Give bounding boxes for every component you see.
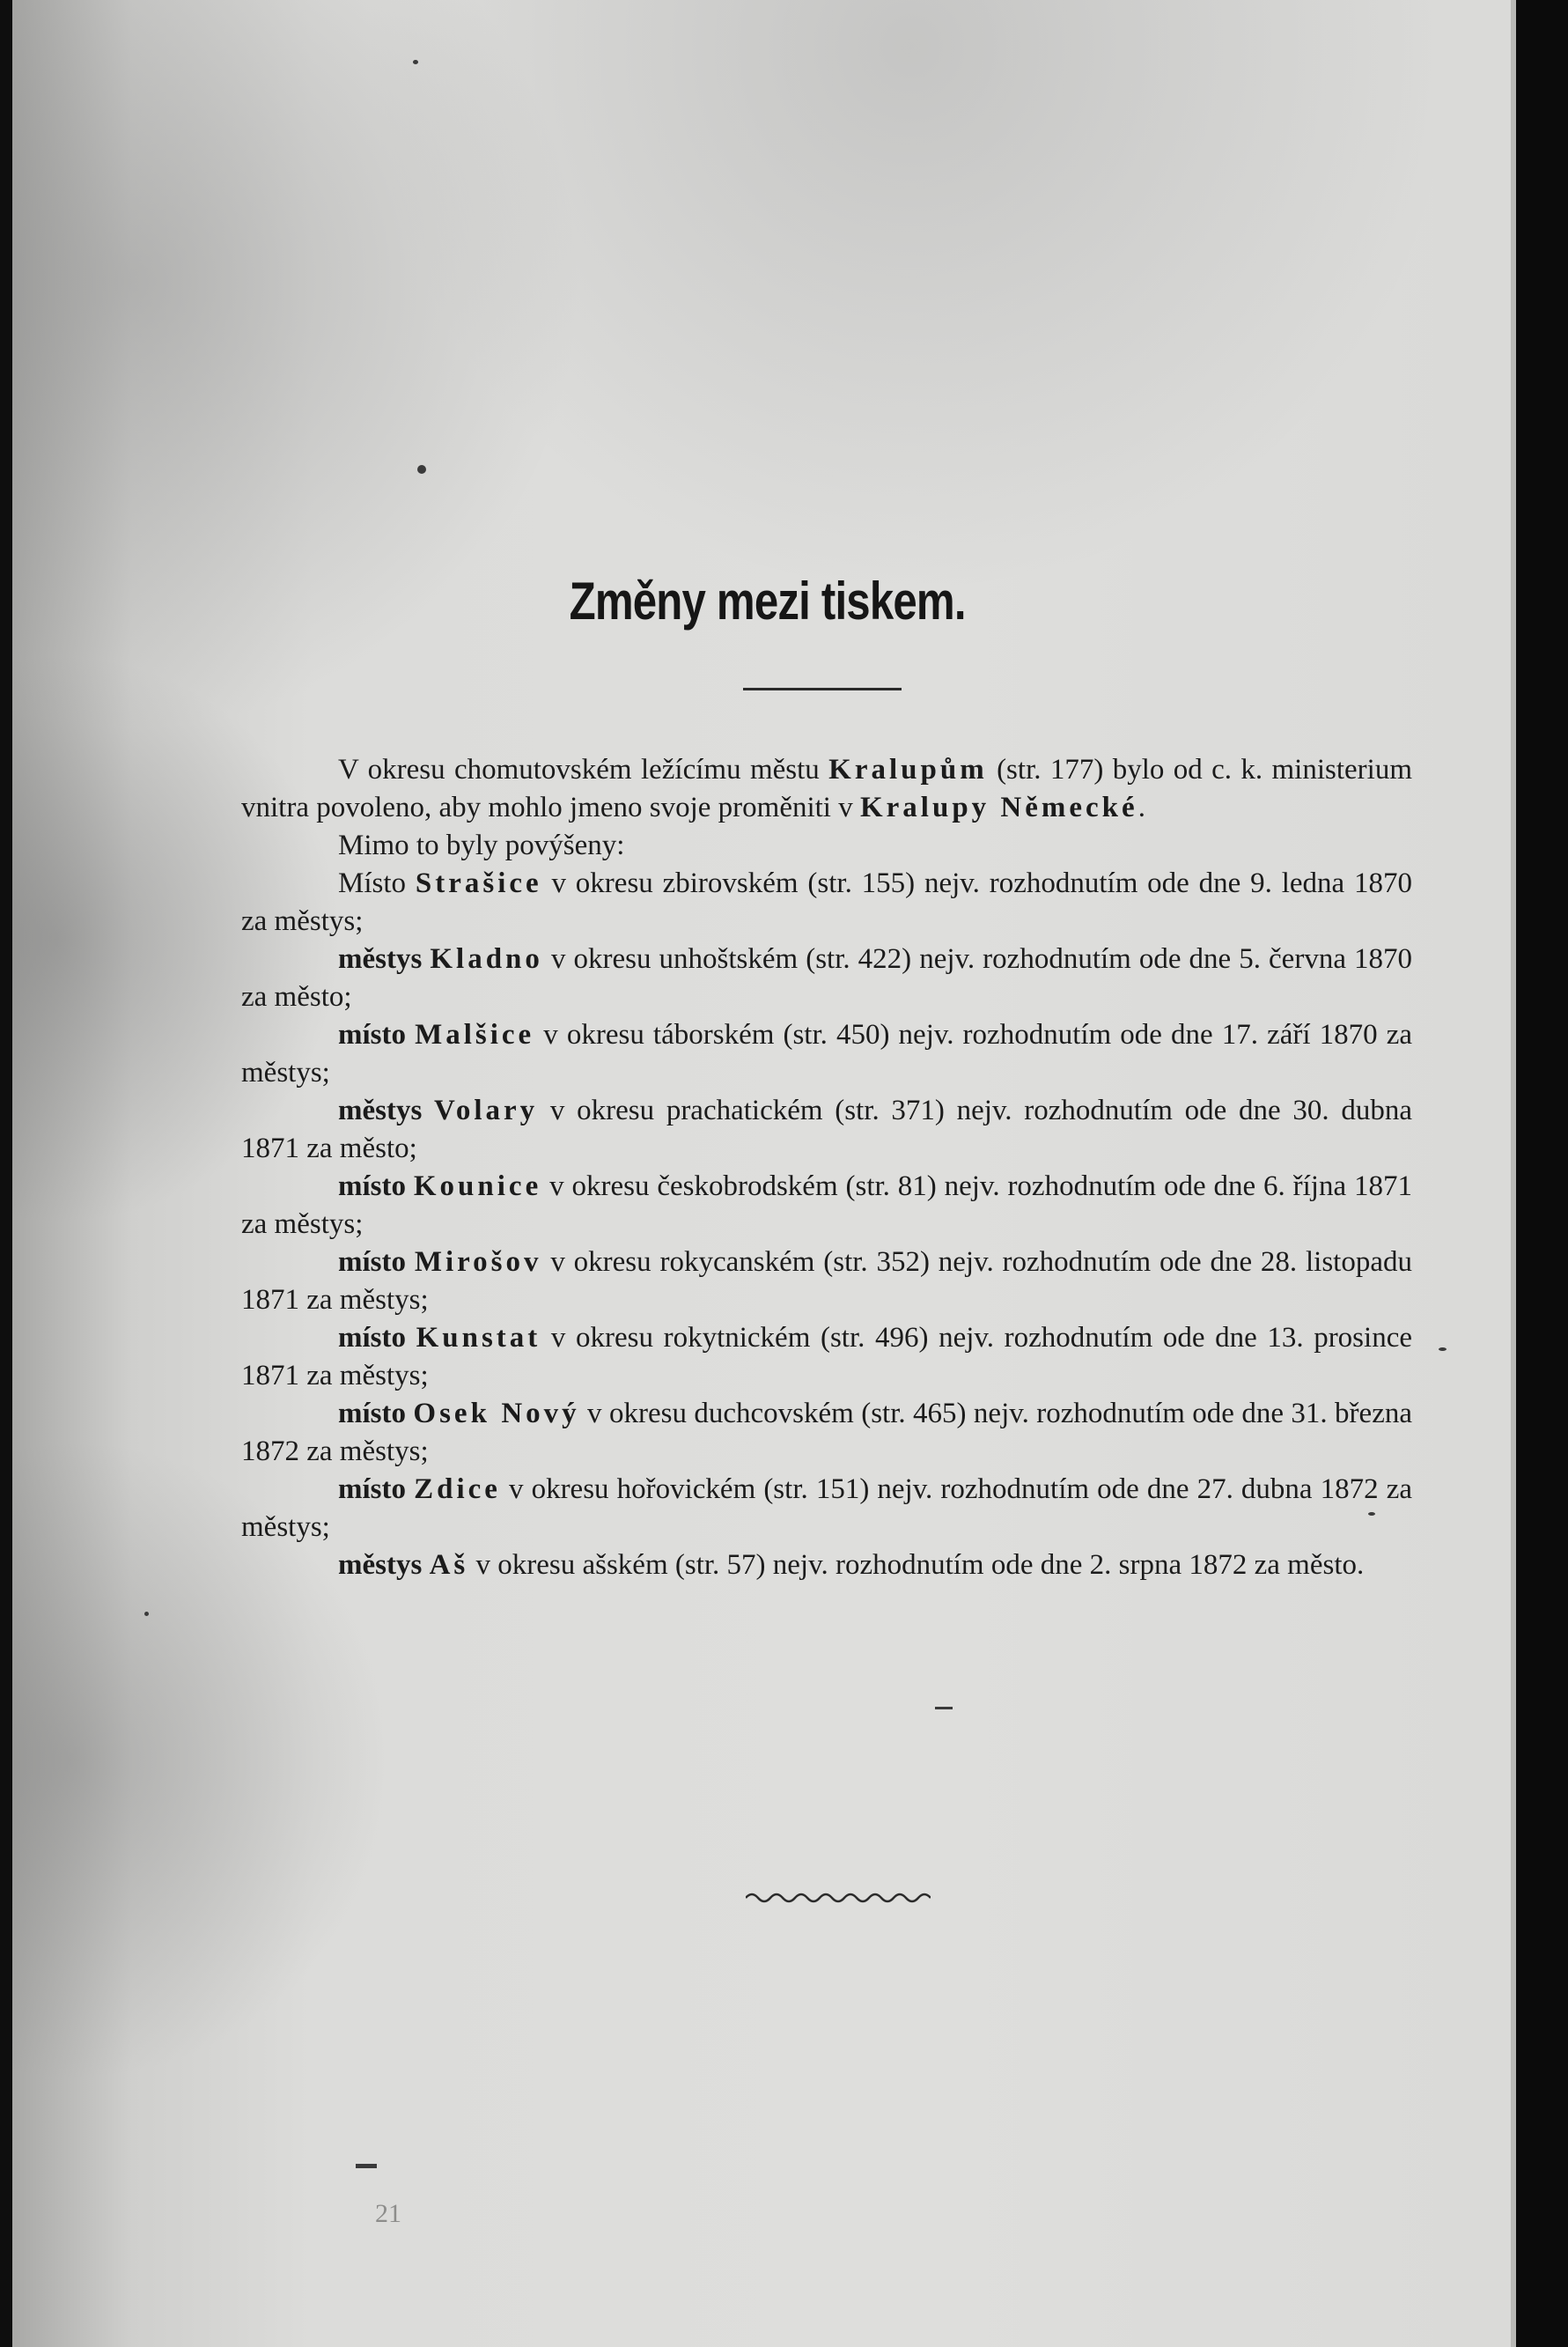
text-run: městys xyxy=(338,943,431,975)
text-run: Mimo to byly povýšeny: xyxy=(338,830,625,861)
text-run: (str. 177) bylo od c. k. ministerium vnitra povoleno, aby mohlo jmeno svoje proměniti v xyxy=(241,754,1413,823)
text-run: místo xyxy=(338,1246,415,1278)
place-name: Malšice xyxy=(415,1019,535,1051)
text-run: v okresu rokytnickém (str. 496) nejv. rozhodnutím ode dne 13. prosince 1871 za městys; xyxy=(241,1322,1412,1391)
place-name: Mirošov xyxy=(414,1246,542,1278)
place-name: Strašice xyxy=(415,867,542,899)
place-name: Kralupy Německé xyxy=(859,792,1138,823)
scan-speck xyxy=(417,465,426,474)
text-run: v okresu hořovickém (str. 151) nejv. rozhodnutím ode dne 27. dubna 1872 za městys; xyxy=(241,1473,1412,1543)
place-name: Kralupům xyxy=(828,754,988,786)
paragraph xyxy=(241,751,1412,827)
text-run: městys xyxy=(338,1549,430,1581)
paragraph xyxy=(241,1319,1412,1395)
text-run: v okresu českobrodském (str. 81) nejv. rozhodnutím ode dne 6. října 1871 za městys; xyxy=(241,1170,1412,1240)
ornament-divider xyxy=(746,1889,931,1907)
text-run: v okresu duchcovském (str. 465) nejv. rozhodnutím ode dne 31. března 1872 za městys; xyxy=(241,1398,1412,1467)
text-run: V okresu chomutovském ležícímu městu xyxy=(338,754,829,786)
title-divider xyxy=(743,688,902,690)
scan-speck xyxy=(935,1707,953,1709)
text-run: v okresu unhoštském (str. 422) nejv. rozhodnutím ode dne 5. června 1870 za město; xyxy=(241,943,1413,1013)
page-title: Změny mezi tiskem. xyxy=(569,572,966,631)
text-run: v okresu prachatickém (str. 371) nejv. rozhodnutím ode dne 30. dubna 1871 za město; xyxy=(241,1095,1413,1164)
place-name: Aš xyxy=(429,1549,469,1581)
place-name: Zdice xyxy=(414,1473,501,1505)
text-run: v okresu zbirovském (str. 155) nejv. rozhodnutím ode dne 9. ledna 1870 za městys; xyxy=(241,867,1412,937)
book-page xyxy=(12,0,1511,2347)
paragraph xyxy=(241,1395,1412,1471)
paragraph xyxy=(241,827,1412,865)
place-name: Kunstat xyxy=(416,1322,541,1354)
text-run: místo xyxy=(338,1170,414,1202)
text-run: místo xyxy=(338,1473,415,1505)
paragraph xyxy=(241,1016,1412,1092)
scan-margin xyxy=(1516,0,1568,2347)
text-run: místo xyxy=(338,1019,416,1051)
text-run: v okresu táborském (str. 450) nejv. rozhodnutím ode dne 17. září 1870 za městys; xyxy=(241,1019,1412,1089)
place-name: Kladno xyxy=(430,943,543,975)
paragraph xyxy=(241,865,1412,941)
paragraph xyxy=(241,1168,1412,1244)
place-name: Volary xyxy=(434,1095,539,1126)
paragraph xyxy=(241,1546,1412,1584)
text-run: Místo xyxy=(338,867,416,899)
paragraph xyxy=(241,1244,1412,1319)
page-number: 21 xyxy=(375,2199,401,2228)
scan-speck xyxy=(1368,1512,1375,1516)
paragraph xyxy=(241,1092,1412,1168)
scan-speck xyxy=(356,2164,377,2168)
text-run: v okresu rokycanském (str. 352) nejv. rozhodnutím ode dne 28. listopadu 1871 za městys; xyxy=(241,1246,1412,1316)
text-run: místo xyxy=(338,1398,414,1429)
place-name: Kounice xyxy=(413,1170,542,1202)
scan-speck xyxy=(144,1612,149,1616)
text-run: . xyxy=(1137,792,1145,823)
text-run: v okresu ašském (str. 57) nejv. rozhodnutím ode dne 2. srpna 1872 za město. xyxy=(468,1549,1365,1581)
place-name: Osek Nový xyxy=(413,1398,580,1429)
scan-speck xyxy=(413,60,418,64)
scan-speck xyxy=(1439,1347,1447,1351)
paragraph xyxy=(241,1471,1412,1546)
text-run: městys xyxy=(338,1095,435,1126)
document-body xyxy=(241,751,1412,1584)
text-run: místo xyxy=(338,1322,416,1354)
paragraph xyxy=(241,941,1412,1016)
